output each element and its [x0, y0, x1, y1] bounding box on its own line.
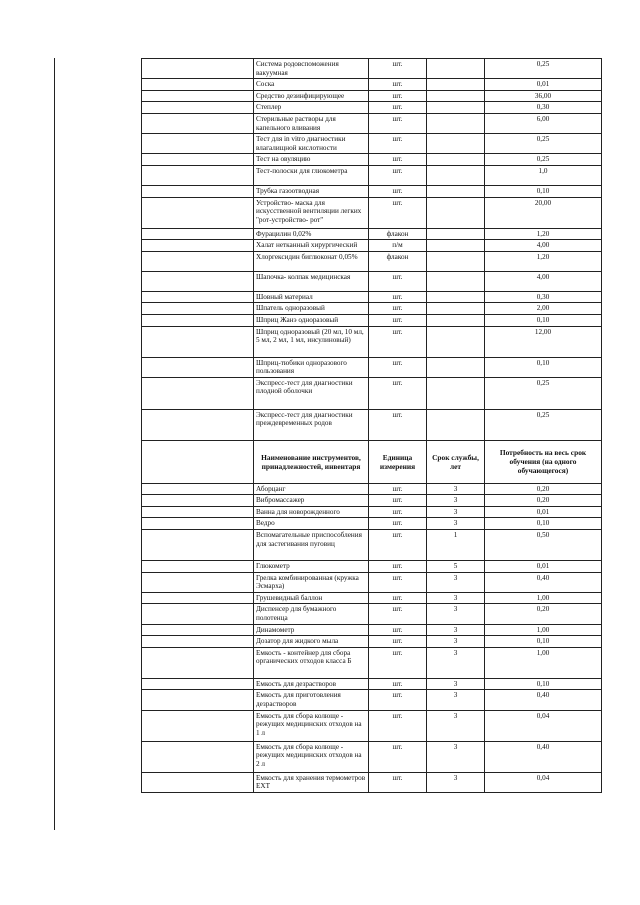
item-unit: шт.	[369, 90, 427, 102]
item-unit: флакон	[369, 228, 427, 240]
item-need: 1,20	[485, 251, 602, 271]
item-life: 3	[427, 592, 485, 604]
item-need: 0,10	[485, 678, 602, 690]
item-need: 1,0	[485, 165, 602, 185]
item-need: 0,30	[485, 291, 602, 303]
item-life	[427, 90, 485, 102]
item-unit: шт.	[369, 710, 427, 741]
supply-table	[141, 58, 602, 793]
blank-cell	[142, 240, 254, 252]
table-row	[142, 483, 602, 495]
item-life: 3	[427, 636, 485, 648]
item-need: 0,10	[485, 357, 602, 377]
item-name: Устройство- маска для искусственной вентиляции легких "рот-устройство- рот"	[254, 197, 369, 228]
blank-cell	[142, 506, 254, 518]
item-unit: шт.	[369, 409, 427, 440]
item-unit: шт.	[369, 165, 427, 185]
item-need: 0,25	[485, 154, 602, 166]
table-row	[142, 303, 602, 315]
item-name: Шприц Жанэ одноразовый	[254, 314, 369, 326]
item-need: 0,04	[485, 772, 602, 792]
item-life	[427, 326, 485, 357]
item-name: Шприц одноразовый (20 мл, 10 мл, 5 мл, 2 мл, 1 мл, инсулиновый)	[254, 326, 369, 357]
blank-cell	[142, 572, 254, 592]
item-life: 5	[427, 561, 485, 573]
item-name: Емкость для хранения термометров EXT	[254, 772, 369, 792]
item-name: Емкость для сбора колюще - режущих медицинских отходов на 2 л	[254, 741, 369, 772]
item-life: 1	[427, 530, 485, 561]
item-life: 3	[427, 495, 485, 507]
item-name: Халат нетканный хирургический	[254, 240, 369, 252]
table-row	[142, 314, 602, 326]
blank-cell	[142, 592, 254, 604]
item-need: 0,40	[485, 741, 602, 772]
blank-cell	[142, 561, 254, 573]
item-unit: шт.	[369, 636, 427, 648]
item-name: Соска	[254, 79, 369, 91]
item-unit: шт.	[369, 326, 427, 357]
blank-cell	[142, 530, 254, 561]
table-row	[142, 251, 602, 271]
item-unit: шт.	[369, 483, 427, 495]
table-row	[142, 592, 602, 604]
item-life	[427, 59, 485, 79]
item-life: 3	[427, 690, 485, 710]
item-need: 0,04	[485, 710, 602, 741]
item-name: Стерильные растворы для капельного вливания	[254, 113, 369, 133]
item-unit: шт.	[369, 113, 427, 133]
blank-cell	[142, 624, 254, 636]
item-unit: шт.	[369, 506, 427, 518]
item-need: 0,10	[485, 185, 602, 197]
item-life	[427, 134, 485, 154]
item-name: Емкость для дезрастворов	[254, 678, 369, 690]
item-unit: шт.	[369, 647, 427, 678]
item-life	[427, 251, 485, 271]
item-need: 0,10	[485, 518, 602, 530]
item-life	[427, 79, 485, 91]
item-name: Тест-полоски для глюкометра	[254, 165, 369, 185]
item-name: Ванна для новорожденного	[254, 506, 369, 518]
item-name: Вспомагательные приспособления для застегивания пуговиц	[254, 530, 369, 561]
table-row	[142, 772, 602, 792]
margin-rule	[54, 58, 55, 830]
table-row	[142, 185, 602, 197]
item-name: Система родовспоможения вакуумная	[254, 59, 369, 79]
item-unit: флакон	[369, 251, 427, 271]
blank-cell	[142, 251, 254, 271]
blank-cell	[142, 59, 254, 79]
blank-cell	[142, 678, 254, 690]
item-need: 0,01	[485, 561, 602, 573]
blank-cell	[142, 483, 254, 495]
item-name: Диспенсер для бумажного полотенца	[254, 604, 369, 624]
item-unit: шт.	[369, 690, 427, 710]
item-unit: шт.	[369, 741, 427, 772]
item-need: 0,25	[485, 409, 602, 440]
item-life: 3	[427, 572, 485, 592]
table-row	[142, 79, 602, 91]
table-row	[142, 636, 602, 648]
item-life	[427, 165, 485, 185]
item-need: 0,40	[485, 690, 602, 710]
blank-cell	[142, 647, 254, 678]
item-need: 0,20	[485, 495, 602, 507]
item-name: Хлоргексидин биглюконат 0,05%	[254, 251, 369, 271]
blank-cell	[142, 79, 254, 91]
table-row	[142, 90, 602, 102]
item-life: 3	[427, 647, 485, 678]
blank-cell	[142, 440, 254, 483]
header-name: Наименование инструментов, принадлежностей, инвентаря	[254, 440, 369, 483]
blank-cell	[142, 102, 254, 114]
blank-cell	[142, 165, 254, 185]
item-name: Грушевидный баллон	[254, 592, 369, 604]
item-name: Шприц-тюбики одноразового пользования	[254, 357, 369, 377]
blank-cell	[142, 741, 254, 772]
blank-cell	[142, 291, 254, 303]
table-row	[142, 228, 602, 240]
blank-cell	[142, 377, 254, 409]
table-row	[142, 561, 602, 573]
item-name: Ведро	[254, 518, 369, 530]
item-life	[427, 228, 485, 240]
item-name: Степлер	[254, 102, 369, 114]
blank-cell	[142, 113, 254, 133]
item-need: 12,00	[485, 326, 602, 357]
item-life	[427, 185, 485, 197]
item-unit: шт.	[369, 154, 427, 166]
item-unit: шт.	[369, 357, 427, 377]
table-row	[142, 690, 602, 710]
item-unit: шт.	[369, 495, 427, 507]
blank-cell	[142, 185, 254, 197]
item-life	[427, 240, 485, 252]
item-life	[427, 154, 485, 166]
item-unit: шт.	[369, 314, 427, 326]
header-life: Срок службы, лет	[427, 440, 485, 483]
item-life: 3	[427, 506, 485, 518]
item-name: Емкость - контейнер для сбора органических отходов класса Б	[254, 647, 369, 678]
item-unit: шт.	[369, 592, 427, 604]
item-unit: шт.	[369, 561, 427, 573]
item-name: Вибромассажер	[254, 495, 369, 507]
item-unit: шт.	[369, 185, 427, 197]
item-life	[427, 291, 485, 303]
blank-cell	[142, 690, 254, 710]
table-row	[142, 572, 602, 592]
item-name: Динамометр	[254, 624, 369, 636]
blank-cell	[142, 314, 254, 326]
item-need: 4,00	[485, 240, 602, 252]
item-unit: п/м	[369, 240, 427, 252]
item-unit: шт.	[369, 530, 427, 561]
table-header-row	[142, 440, 602, 483]
item-need: 1,00	[485, 624, 602, 636]
item-life	[427, 271, 485, 291]
blank-cell	[142, 636, 254, 648]
table-row	[142, 741, 602, 772]
blank-cell	[142, 357, 254, 377]
item-need: 0,01	[485, 506, 602, 518]
item-need: 0,25	[485, 134, 602, 154]
blank-cell	[142, 710, 254, 741]
item-unit: шт.	[369, 197, 427, 228]
blank-cell	[142, 326, 254, 357]
header-unit: Единица измерения	[369, 440, 427, 483]
table-row	[142, 530, 602, 561]
item-need: 0,25	[485, 59, 602, 79]
item-unit: шт.	[369, 134, 427, 154]
table-row	[142, 102, 602, 114]
item-life	[427, 377, 485, 409]
item-life	[427, 409, 485, 440]
table-row	[142, 326, 602, 357]
table-row	[142, 240, 602, 252]
item-life: 3	[427, 624, 485, 636]
item-life	[427, 314, 485, 326]
item-unit: шт.	[369, 291, 427, 303]
blank-cell	[142, 154, 254, 166]
supply-table-body	[142, 59, 602, 793]
item-unit: шт.	[369, 678, 427, 690]
item-need: 36,00	[485, 90, 602, 102]
item-life: 3	[427, 710, 485, 741]
item-need: 1,00	[485, 647, 602, 678]
item-name: Экспресс-тест для диагностики преждевременных родов	[254, 409, 369, 440]
blank-cell	[142, 134, 254, 154]
item-unit: шт.	[369, 303, 427, 315]
table-row	[142, 506, 602, 518]
item-name: Трубка газоотводная	[254, 185, 369, 197]
item-life	[427, 303, 485, 315]
table-row	[142, 165, 602, 185]
item-unit: шт.	[369, 624, 427, 636]
item-unit: шт.	[369, 377, 427, 409]
blank-cell	[142, 197, 254, 228]
table-row	[142, 59, 602, 79]
item-unit: шт.	[369, 604, 427, 624]
item-name: Шпатель одноразовый	[254, 303, 369, 315]
item-unit: шт.	[369, 518, 427, 530]
blank-cell	[142, 409, 254, 440]
item-need: 1,00	[485, 592, 602, 604]
item-unit: шт.	[369, 59, 427, 79]
item-need: 0,10	[485, 314, 602, 326]
item-name: Тест для in vitro диагностики влагалищной кислотности	[254, 134, 369, 154]
item-need: 1,20	[485, 228, 602, 240]
blank-cell	[142, 303, 254, 315]
item-life	[427, 197, 485, 228]
item-need: 20,00	[485, 197, 602, 228]
table-row	[142, 518, 602, 530]
item-name: Фурацилин 0,02%	[254, 228, 369, 240]
item-need: 2,00	[485, 303, 602, 315]
table-row	[142, 291, 602, 303]
table-row	[142, 495, 602, 507]
item-name: Глюкометр	[254, 561, 369, 573]
item-life: 3	[427, 741, 485, 772]
item-unit: шт.	[369, 572, 427, 592]
table-row	[142, 678, 602, 690]
table-row	[142, 197, 602, 228]
item-name: Тест на овуляцию	[254, 154, 369, 166]
item-need: 0,20	[485, 483, 602, 495]
item-need: 0,40	[485, 572, 602, 592]
blank-cell	[142, 772, 254, 792]
item-need: 4,00	[485, 271, 602, 291]
item-unit: шт.	[369, 271, 427, 291]
item-need: 0,20	[485, 604, 602, 624]
table-row	[142, 624, 602, 636]
item-need: 0,10	[485, 636, 602, 648]
item-life	[427, 357, 485, 377]
item-name: Аборцанг	[254, 483, 369, 495]
item-life: 3	[427, 678, 485, 690]
item-name: Грелка комбинированная (кружка Эсмарха)	[254, 572, 369, 592]
blank-cell	[142, 228, 254, 240]
item-unit: шт.	[369, 102, 427, 114]
item-name: Емкость для приготовления дезрастворов	[254, 690, 369, 710]
blank-cell	[142, 604, 254, 624]
item-life: 3	[427, 483, 485, 495]
header-need: Потребность на весь срок обучения (на одного обучающегося)	[485, 440, 602, 483]
table-row	[142, 710, 602, 741]
item-need: 0,30	[485, 102, 602, 114]
table-row	[142, 357, 602, 377]
item-life	[427, 113, 485, 133]
table-row	[142, 271, 602, 291]
item-life: 3	[427, 604, 485, 624]
table-row	[142, 647, 602, 678]
table-row	[142, 377, 602, 409]
item-name: Экспресс-тест для диагностики плодной оболочки	[254, 377, 369, 409]
item-life: 3	[427, 518, 485, 530]
table-row	[142, 113, 602, 133]
item-life: 3	[427, 772, 485, 792]
item-need: 0,50	[485, 530, 602, 561]
item-need: 0,25	[485, 377, 602, 409]
item-name: Средство дезинфицирующее	[254, 90, 369, 102]
item-name: Емкость для сбора колюще - режущих медицинских отходов на 1 л	[254, 710, 369, 741]
item-need: 6,00	[485, 113, 602, 133]
item-name: Шапочка- колпак медицинская	[254, 271, 369, 291]
item-unit: шт.	[369, 79, 427, 91]
blank-cell	[142, 495, 254, 507]
item-life	[427, 102, 485, 114]
item-name: Дозатор для жидкого мыла	[254, 636, 369, 648]
item-name: Шовный материал	[254, 291, 369, 303]
item-need: 0,01	[485, 79, 602, 91]
item-unit: шт.	[369, 772, 427, 792]
blank-cell	[142, 271, 254, 291]
table-row	[142, 604, 602, 624]
blank-cell	[142, 90, 254, 102]
table-row	[142, 134, 602, 154]
table-row	[142, 154, 602, 166]
table-row	[142, 409, 602, 440]
blank-cell	[142, 518, 254, 530]
